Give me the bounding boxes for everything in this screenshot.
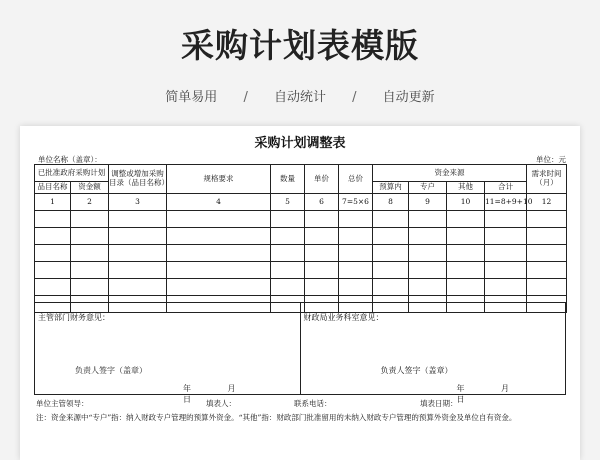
document-preview — [20, 126, 580, 460]
fund-amount-header: 资金额 — [71, 182, 109, 194]
table-cell — [167, 211, 271, 228]
day-label: 日 — [456, 395, 465, 404]
quantity-header: 数量 — [271, 165, 305, 194]
adjust-catalog-header: 调整或增加采购目录（品目名称） — [109, 165, 167, 194]
table-cell — [109, 228, 167, 245]
index-cell: 2 — [71, 194, 109, 211]
approved-plan-header: 已批准政府采购计划 — [35, 165, 109, 182]
table-cell — [527, 228, 567, 245]
fund-source-header: 资金来源 — [373, 165, 527, 182]
index-cell: 5 — [271, 194, 305, 211]
tag-easy: 简单易用 — [165, 90, 218, 105]
filler-label: 填表人： — [206, 399, 236, 408]
table-cell — [373, 245, 409, 262]
header-row — [35, 165, 567, 182]
table-row — [35, 228, 567, 245]
unit-price-header: 单价 — [305, 165, 339, 194]
table-cell — [167, 228, 271, 245]
table-cell — [35, 228, 71, 245]
signature-footer — [36, 398, 564, 409]
currency-unit-label: 单位：元 — [536, 155, 566, 164]
total-price-header: 总价 — [339, 165, 373, 194]
table-row — [35, 211, 567, 228]
fill-date-label: 填表日期： — [420, 399, 458, 408]
table-row — [35, 262, 567, 279]
table-cell — [271, 228, 305, 245]
index-cell: 9 — [409, 194, 447, 211]
table-cell — [447, 211, 485, 228]
table-cell — [109, 279, 167, 296]
tag-separator: / — [243, 90, 248, 105]
month-label: 月 — [501, 384, 510, 393]
table-cell — [271, 262, 305, 279]
table-cell — [71, 228, 109, 245]
index-cell: 7=5×6 — [339, 194, 373, 211]
other-header: 其他 — [447, 182, 485, 194]
table-cell — [527, 262, 567, 279]
table-cell — [71, 279, 109, 296]
table-cell — [447, 262, 485, 279]
special-account-header: 专户 — [409, 182, 447, 194]
index-cell: 4 — [167, 194, 271, 211]
year-label: 年 — [456, 384, 465, 393]
table-cell — [527, 279, 567, 296]
table-row — [35, 279, 567, 296]
table-cell — [409, 211, 447, 228]
page-title: 采购计划表模版 — [181, 26, 419, 65]
table-cell — [167, 245, 271, 262]
table-cell — [35, 211, 71, 228]
index-cell: 1 — [35, 194, 71, 211]
table-cell — [485, 245, 527, 262]
finance-bureau-opinion-label: 财政局业务科室意见： — [303, 313, 384, 322]
table-cell — [339, 279, 373, 296]
in-budget-header: 预算内 — [373, 182, 409, 194]
tag-separator: / — [352, 90, 357, 105]
table-cell — [305, 245, 339, 262]
index-cell: 10 — [447, 194, 485, 211]
day-label: 日 — [183, 395, 191, 404]
table-cell — [339, 245, 373, 262]
table-cell — [339, 262, 373, 279]
demand-time-header: 需求时间（月） — [527, 165, 567, 194]
table-cell — [109, 262, 167, 279]
table-cell — [339, 228, 373, 245]
unit-name-label: 单位名称（盖章）： — [38, 155, 102, 164]
month-label: 月 — [227, 384, 236, 393]
table-cell — [167, 279, 271, 296]
table-cell — [339, 211, 373, 228]
table-cell — [167, 262, 271, 279]
table-cell — [271, 245, 305, 262]
spec-header: 规格要求 — [167, 165, 271, 194]
table-cell — [485, 279, 527, 296]
item-name-header: 品目名称 — [35, 182, 71, 194]
table-cell — [71, 211, 109, 228]
table-cell — [305, 279, 339, 296]
index-cell: 12 — [527, 194, 567, 211]
table-cell — [409, 228, 447, 245]
index-cell: 3 — [109, 194, 167, 211]
tag-auto-update: 自动更新 — [382, 90, 435, 105]
table-cell — [447, 279, 485, 296]
table-cell — [485, 262, 527, 279]
table-cell — [305, 228, 339, 245]
dept-finance-opinion-label: 主管部门财务意见： — [38, 313, 110, 322]
table-cell — [35, 279, 71, 296]
table-cell — [373, 211, 409, 228]
index-cell: 11=8+9+10 — [485, 194, 527, 211]
table-cell — [373, 228, 409, 245]
index-cell: 6 — [305, 194, 339, 211]
index-row — [35, 194, 567, 211]
document-title: 采购计划调整表 — [254, 136, 346, 151]
dept-signature-label: 负责人签字（盖章） — [75, 366, 147, 375]
table-cell — [527, 245, 567, 262]
tag-auto-stats: 自动统计 — [273, 90, 326, 105]
table-cell — [485, 211, 527, 228]
table-row — [35, 245, 567, 262]
table-cell — [35, 245, 71, 262]
feature-tags — [0, 86, 600, 105]
index-cell: 8 — [373, 194, 409, 211]
table-cell — [271, 211, 305, 228]
phone-label: 联系电话： — [294, 399, 332, 408]
table-cell — [485, 228, 527, 245]
table-cell — [271, 279, 305, 296]
table-cell — [373, 262, 409, 279]
table-cell — [305, 211, 339, 228]
footnote: 注：资金来源中“专户”指：纳入财政专户管理的预算外资金。“其他”指：财政部门批准留用的未纳入财政专户管理的预算外资金及单位自有资金。 — [36, 413, 517, 422]
sum-header: 合计 — [485, 182, 527, 194]
table-cell — [409, 279, 447, 296]
table-cell — [527, 211, 567, 228]
leader-label: 单位主管领导： — [36, 399, 89, 408]
table-cell — [447, 245, 485, 262]
table-cell — [409, 245, 447, 262]
table-cell — [305, 262, 339, 279]
table-cell — [447, 228, 485, 245]
table-cell — [35, 262, 71, 279]
table-cell — [373, 279, 409, 296]
table-cell — [109, 211, 167, 228]
adjustment-table — [34, 164, 567, 313]
year-label: 年 — [183, 384, 191, 393]
table-cell — [71, 262, 109, 279]
table-cell — [109, 245, 167, 262]
table-cell — [409, 262, 447, 279]
bureau-signature-label: 负责人签字（盖章） — [380, 366, 453, 375]
table-cell — [71, 245, 109, 262]
